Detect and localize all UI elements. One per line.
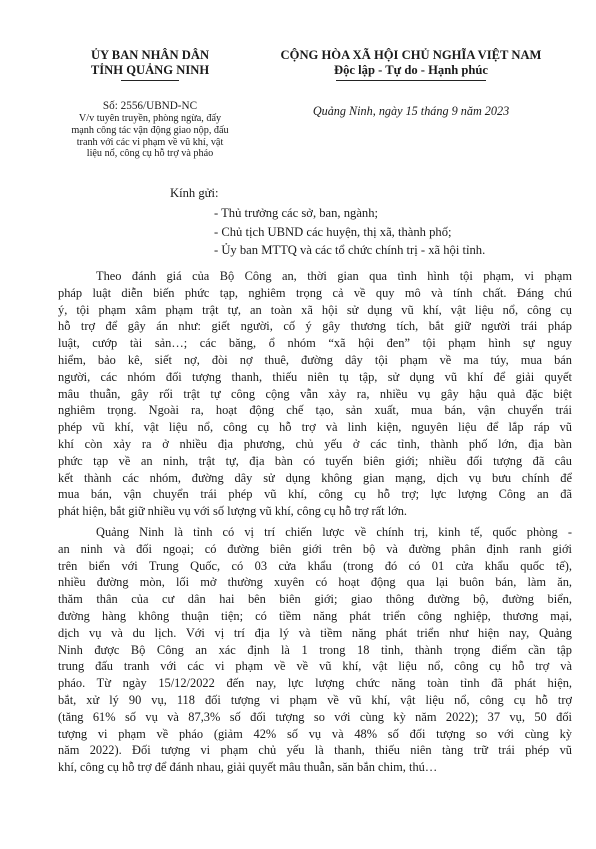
body-line: trên biển với Trung Quốc, có 03 cửa khẩu (trong đó có 01 cửa khẩu quốc tế), <box>58 558 572 573</box>
body-line: năm 2022). Đối tượng vi phạm chủ yếu là thanh, thiếu niên tàng trữ trái phép vũ <box>58 743 572 758</box>
body-line: đường hàng không thuận tiện; có tiềm năng phát triển công nghiệp, thương mại, <box>58 608 572 623</box>
recipient-item: - Thủ trưởng các sở, ban, ngành; <box>214 206 379 220</box>
motto-underline <box>336 80 486 81</box>
body-line: (tăng 61% số vụ và 87,3% số đối tượng so với cùng kỳ năm 2022); 37 vụ, 50 đối <box>58 709 572 724</box>
body-line: dịch vụ và du lịch. Với vị trí địa lý và tiềm năng phát triển như hiện nay, Quảng <box>58 625 572 640</box>
document-number: Số: 2556/UBND-NC <box>102 100 198 112</box>
recipient-item: - Chủ tịch UBND các huyện, thị xã, thành phố; <box>214 224 452 239</box>
body-line: luật, cướp tài sản…; các băng, ổ nhóm “xã hội đen” tội phạm hình sự nguy <box>58 336 572 351</box>
body-line: mua bán, vận chuyển trái phép vũ khí, công cụ hỗ trợ; lực lượng Công an đã <box>58 487 572 502</box>
body-line: phức tạp về an ninh, trật tự, địa bàn có tuyến biên giới; nhiều đối tượng đã câu <box>58 453 572 468</box>
body-line: phép vũ khí, vật liệu nổ, công cụ hỗ trợ và linh kiện, nguyên liệu để lắp ráp vũ <box>58 420 572 435</box>
recipient-list <box>214 204 485 260</box>
body-line: khí, công cụ hỗ trợ để đánh nhau, giải quyết mâu thuẫn, săn bắn chim, thú… <box>58 760 438 775</box>
national-title: CỘNG HÒA XÃ HỘI CHỦ NGHĨA VIỆT NAM <box>280 48 542 62</box>
subject-line: V/v tuyên truyền, phòng ngừa, đấy <box>78 113 222 124</box>
body-line: trung đấu tranh với các vi phạm về về vũ khí, vật liệu nổ, công cụ hỗ trợ và <box>58 659 572 674</box>
issuing-authority-line1: ỦY BAN NHÂN DÂN <box>90 48 210 62</box>
body-line: pháp luật diễn biến phức tạp, nghiêm trọng cả về quy mô và tính chất. Đáng chú <box>58 285 572 300</box>
body-line: Theo đánh giá của Bộ Công an, thời gian qua tình hình tội phạm, vi phạm <box>96 269 572 283</box>
document-date: Quảng Ninh, ngày 15 tháng 9 năm 2023 <box>312 104 510 118</box>
body-line: bắt, xử lý 90 vụ, 118 đối tượng vi phạm về vũ khí, vật liệu nổ, công cụ hỗ trợ <box>58 692 572 707</box>
body-line: khí còn xảy ra ở nhiều địa phương, chủ yếu ở các tỉnh, thành phố lớn, địa bàn <box>58 436 572 451</box>
document-subject <box>60 113 240 160</box>
body-paragraph <box>58 524 572 776</box>
salutation-label: Kính gửi: <box>170 186 219 200</box>
body-line: kết thành các nhóm, đường dây sử dụng không gian mạng, dịch vụ bưu chính để <box>58 470 572 485</box>
subject-line: tranh với các vi phạm về vũ khí, vật <box>76 136 224 148</box>
national-motto: Độc lập - Tự do - Hạnh phúc <box>334 63 488 77</box>
recipient-item: - Ủy ban MTTQ và các tổ chức chính trị - xã hội tỉnh. <box>214 243 486 257</box>
body-line: hỗ trợ để gây án như: giết người, cố ý gây thương tích, bắt giữ người trái pháp <box>58 319 572 334</box>
body-line: Ninh được Bộ Công an xác định là 1 trong 18 tỉnh, thành trọng điểm cần tập <box>58 642 572 657</box>
issuing-authority-block <box>60 48 240 81</box>
subject-line: mạnh công tác vận động giao nộp, đấu <box>71 124 229 136</box>
body-line: nhiều đường mòn, lối mở thường xuyên có hoạt động qua lại buôn bán, làm ăn, <box>58 575 572 590</box>
body-line: mâu thuẫn, gây rối trật tự công cộng vẫn xảy ra, nhiều vụ gây hậu quả đặc biệt <box>58 386 572 401</box>
body-line: phát hiện, bắt giữ nhiều vụ với số lượng vũ khí, công cụ hỗ trợ rất lớn. <box>58 504 408 519</box>
document-body <box>58 268 572 776</box>
authority-underline <box>121 80 179 81</box>
subject-line: liệu nổ, công cụ hỗ trợ và pháo <box>86 148 214 160</box>
body-line: hiểm, bảo kê, siết nợ, đòi nợ thuê, đường dây tội phạm về ma túy, mua bán <box>58 352 572 367</box>
body-line: an ninh và đối ngoại; có đường biên giới trên bộ và đường phân định ranh giới <box>58 541 572 556</box>
body-line: nghiêm trọng. Ngoài ra, hoạt động chế tạo, sản xuất, mua bán, vận chuyển trái <box>58 403 572 418</box>
body-line: Quảng Ninh là tỉnh có vị trí chiến lược về chính trị, kinh tế, quốc phòng - <box>96 524 572 539</box>
body-line: ý, tội phạm xâm phạm trật tự, an toàn xã hội sử dụng vũ khí, vật liệu nổ, công cụ <box>58 302 572 317</box>
national-title-block <box>250 48 572 81</box>
body-line: người, các nhóm đối tượng thanh, thiếu niên tụ tập, sử dụng vũ khí để giải quyết <box>58 369 572 384</box>
body-line: pháo. Từ ngày 15/12/2022 đến nay, lực lượng chức năng toàn tỉnh đã phát hiện, <box>58 676 572 691</box>
body-paragraph <box>58 268 572 520</box>
body-line: thăm thân của cư dân hai bên biên giới; giao thông đường bộ, đường biển, <box>58 592 572 607</box>
body-line: tượng vi phạm về pháo (giảm 42% số vụ và 48% số đối tượng so với cùng kỳ <box>58 726 572 741</box>
issuing-authority-line2: TỈNH QUẢNG NINH <box>90 63 210 77</box>
